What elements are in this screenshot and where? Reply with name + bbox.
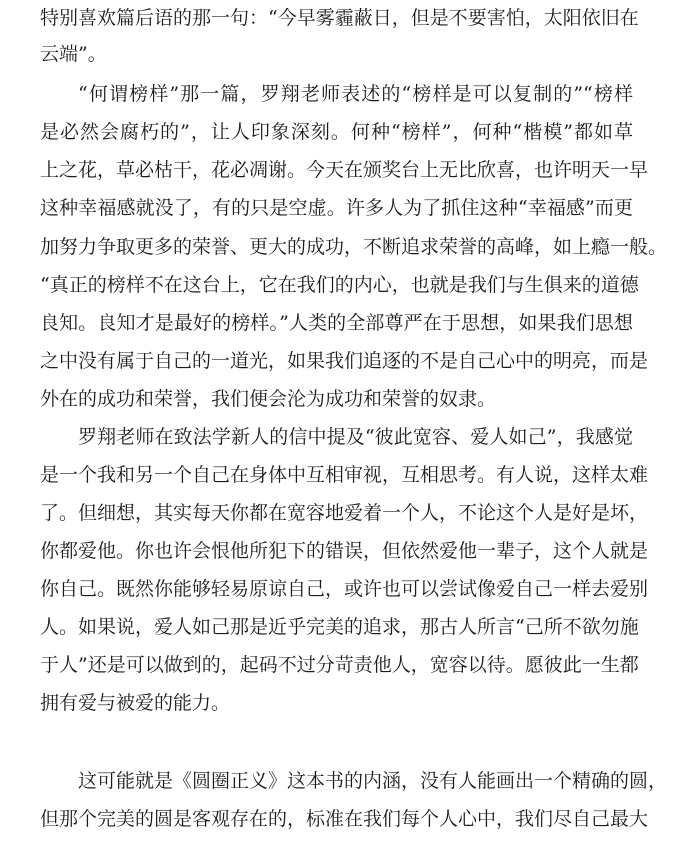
text-line: 上之花，草必枯干，花必凋谢。今天在颁奖台上无比欣喜，也许明天一早 <box>40 159 649 181</box>
text-line: 这可能就是《圆圈正义》这本书的内涵，没有人能画出一个精确的圆， <box>78 770 668 792</box>
text-line: 之中没有属于自己的一道光，如果我们追逐的不是自己心中的明亮，而是 <box>40 350 649 372</box>
text-line: “何谓榜样”那一篇，罗翔老师表述的“榜样是可以复制的”“榜样 <box>78 83 633 105</box>
text-line: 于人”还是可以做到的，起码不过分苛责他人，宽容以待。愿彼此一生都 <box>40 654 639 676</box>
text-line: 是必然会腐朽的”，让人印象深刻。何种“榜样”，何种“楷模”都如草 <box>40 121 633 143</box>
text-line: 云端”。 <box>40 43 107 65</box>
text-line: 这种幸福感就没了，有的只是空虚。许多人为了抓住这种“幸福感”而更 <box>40 197 633 219</box>
text-line: 加努力争取更多的荣誉、更大的成功，不断追求荣誉的高峰，如上瘾一般。 <box>40 236 668 258</box>
text-line: 罗翔老师在致法学新人的信中提及“彼此宽容、爱人如己”，我感觉 <box>78 426 633 448</box>
text-line: 外在的成功和荣誉，我们便会沦为成功和荣誉的奴隶。 <box>40 388 497 410</box>
text-line: 你自己。既然你能够轻易原谅自己，或许也可以尝试像爱自己一样去爱别 <box>40 578 649 600</box>
text-line: 但那个完美的圆是客观存在的，标准在我们每个人心中，我们尽自己最大 <box>40 808 649 830</box>
text-line: 了。但细想，其实每天你都在宽容地爱着一个人，不论这个人是好是坏， <box>40 502 649 524</box>
text-line: 你都爱他。你也许会恨他所犯下的错误，但依然爱他一辈子，这个人就是 <box>40 540 649 562</box>
text-line: 是一个我和另一个自己在身体中互相审视，互相思考。有人说，这样太难 <box>40 464 649 486</box>
text-line: 拥有爱与被爱的能力。 <box>40 692 231 714</box>
text-line: 特别喜欢篇后语的那一句：“今早雾霾蔽日，但是不要害怕，太阳依旧在 <box>40 7 639 29</box>
text-line: 人。如果说，爱人如己那是近乎完美的追求，那古人所言“己所不欲勿施 <box>40 616 639 638</box>
text-line: “真正的榜样不在这台上，它在我们的内心，也就是我们与生俱来的道德 <box>40 274 639 296</box>
text-line: 良知。良知才是最好的榜样。”人类的全部尊严在于思想，如果我们思想 <box>40 312 633 334</box>
